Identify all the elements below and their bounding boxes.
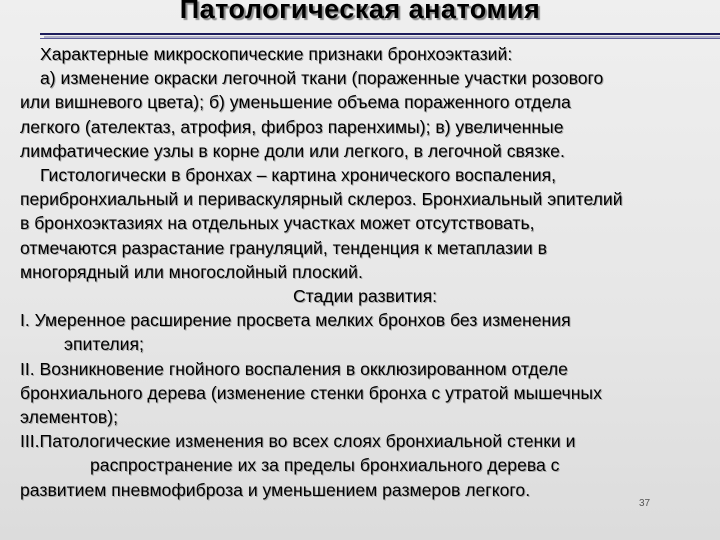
title-underline-secondary	[40, 38, 720, 39]
text-line: или вишневого цвета); б) уменьшение объема пораженного отдела	[20, 92, 571, 113]
stage-3-continuation: распространение их за пределы бронхиального дерева с	[90, 455, 560, 476]
stage-2-continuation: элементов);	[20, 407, 118, 428]
page-number: 37	[639, 498, 651, 509]
text-line: а) изменение окраски легочной ткани (пораженные участки розового	[40, 68, 604, 89]
text-line: Гистологически в бронхах – картина хронического воспаления,	[40, 165, 557, 186]
stage-2: II. Возникновение гнойного воспаления в окклюзированном отделе	[20, 358, 568, 379]
text-line: отмечаются разрастание грануляций, тенденция к метаплазии в	[20, 237, 547, 258]
text-line: лимфатические узлы в корне доли или легкого, в легочной связке.	[20, 140, 565, 161]
stage-2-continuation: бронхиального дерева (изменение стенки бронха с утратой мышечных	[20, 382, 602, 403]
stages-heading: Стадии развития:	[292, 286, 438, 307]
title-underline	[40, 33, 720, 35]
stage-3: III.Патологические изменения во всех слоях бронхиальной стенки и	[20, 431, 576, 452]
stage-3-continuation: развитием пневмофиброза и уменьшением размеров легкого.	[20, 479, 531, 500]
stage-1-continuation: эпителия;	[64, 334, 144, 355]
text-line: легкого (ателектаз, атрофия, фиброз паренхимы); в) увеличенные	[20, 116, 564, 137]
slide-body	[20, 42, 710, 502]
text-line: многорядный или многослойный плоский.	[20, 261, 363, 282]
text-line: перибронхиальный и периваскулярный склероз. Бронхиальный эпителий	[20, 189, 623, 210]
slide-title: Патологическая анатомия	[179, 0, 541, 24]
intro-line: Характерные микроскопические признаки бронхоэктазий:	[40, 44, 513, 64]
text-line: в бронхоэктазиях на отдельных участках может отсутствовать,	[20, 213, 535, 234]
stage-1: I. Умеренное расширение просвета мелких бронхов без изменения	[20, 310, 571, 331]
